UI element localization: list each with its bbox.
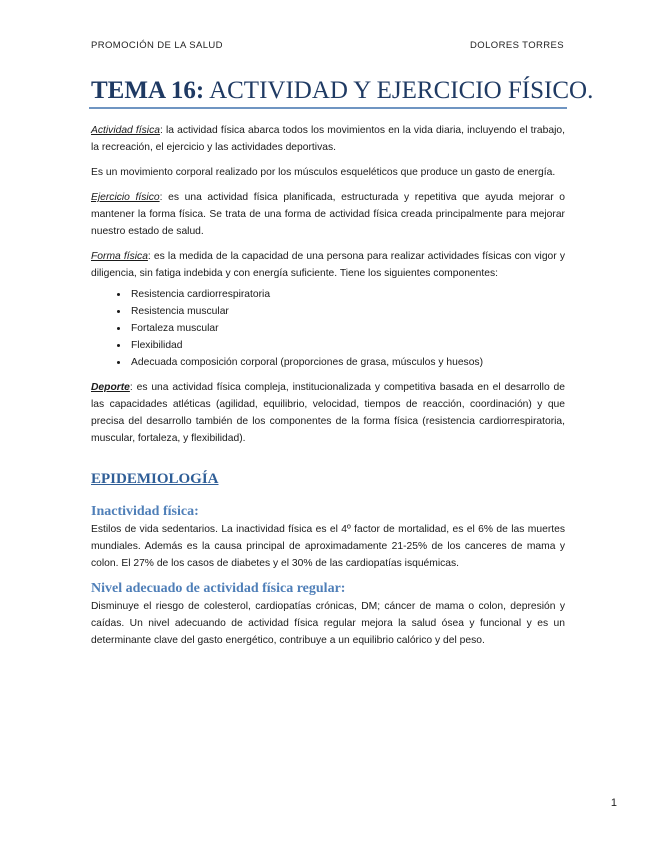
list-item: • Resistencia cardiorrespiratoria: [129, 286, 565, 303]
components-list: [91, 286, 565, 371]
document-body: [91, 122, 565, 657]
term-actividad: Actividad física: [91, 125, 160, 136]
term-deporte: Deporte: [91, 382, 130, 393]
heading-epidemiologia: EPIDEMIOLOGÍA: [91, 471, 219, 487]
definition-forma: : es la medida de la capacidad de una persona para realizar actividades físicas con vigor y diligencia, sin fatiga indebida y con energía suficiente. Tiene los siguientes componentes:: [91, 251, 565, 279]
page-title: [91, 76, 594, 106]
page-number: 1: [610, 797, 617, 809]
page-header: [91, 40, 564, 51]
definition-deporte: : es una actividad física compleja, institucionalizada y competitiva basada en el desarrollo de las capacidades atléticas (agilidad, equilibrio, velocidad, tiempos de reacción, coordinación) y que precisa del desarrollo también de los componentes de la forma física (resistencia cardiorrespiratoria, muscular, fortaleza, y flexibilidad).: [91, 382, 565, 444]
list-item: • Flexibilidad: [129, 337, 565, 354]
title-text: ACTIVIDAD Y EJERCICIO FÍSICO.: [204, 77, 594, 104]
paragraph-actividad: [91, 122, 565, 156]
title-number: TEMA 16:: [91, 77, 205, 104]
paragraph-deporte: [91, 379, 565, 447]
paragraph-forma: [91, 248, 565, 282]
heading-nivel-adecuado: Nivel adecuado de actividad física regular:: [91, 581, 346, 596]
paragraph-movimiento: Es un movimiento corporal realizado por los músculos esqueléticos que produce un gasto de energía.: [91, 167, 556, 178]
paragraph-inactividad: Estilos de vida sedentarios. La inactividad física es el 4º factor de mortalidad, es el 6% de las muertes mundiales. Además es la causa principal de aproximadamente 21-25% de los canceres de mama y colon. El 27% de los casos de diabetes y el 30% de las cardiopatías isquémicas.: [91, 524, 565, 569]
header-course: PROMOCIÓN DE LA SALUD: [91, 40, 223, 51]
list-item: • Adecuada composición corporal (proporciones de grasa, músculos y huesos): [129, 354, 565, 371]
term-ejercicio: Ejercicio físico: [91, 192, 160, 203]
list-item: • Fortaleza muscular: [129, 320, 565, 337]
list-item: • Resistencia muscular: [129, 303, 565, 320]
header-author: DOLORES TORRES: [470, 40, 564, 51]
paragraph-nivel-adecuado: Disminuye el riesgo de colesterol, cardiopatías crónicas, DM; cáncer de mama o colon, depresión y caídas. Un nivel adecuando de actividad física regular mejora la salud ósea y funcional y es un determinante clave del gasto energético, contribuye a un equilibrio calórico y del peso.: [91, 601, 565, 646]
title-underline: [89, 107, 567, 109]
paragraph-ejercicio: [91, 189, 565, 240]
definition-ejercicio: : es una actividad física planificada, estructurada y repetitiva que ayuda mejorar o mantener la forma física. Se trata de una forma de actividad física creada principalmente para mejorar nuestro estado de salud.: [91, 192, 565, 237]
definition-actividad: : la actividad física abarca todos los movimientos en la vida diaria, incluyendo el trabajo, la recreación, el ejercicio y las actividades deportivas.: [91, 125, 565, 153]
term-forma: Forma física: [91, 251, 148, 262]
heading-inactividad: Inactividad física:: [91, 504, 199, 519]
